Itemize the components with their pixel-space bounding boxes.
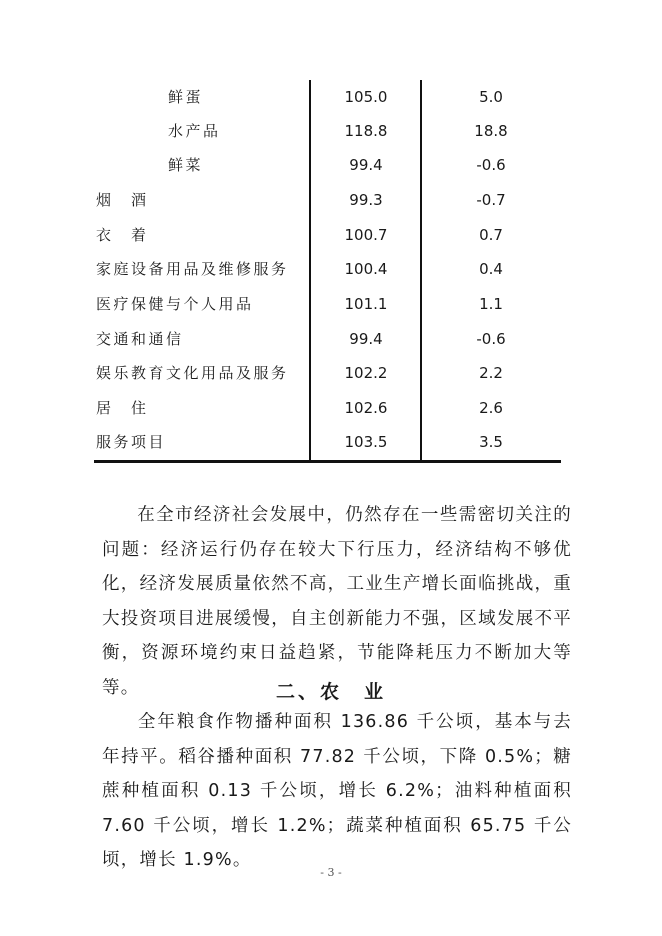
row-change-value: 3.5 xyxy=(479,433,503,451)
row-change-value: 18.8 xyxy=(474,122,508,140)
row-label: 衣 着 xyxy=(96,226,149,244)
row-index-value: 103.5 xyxy=(344,433,388,451)
page-number: - 3 - xyxy=(320,866,342,879)
table-row xyxy=(0,391,662,425)
row-index-value: 100.4 xyxy=(344,260,388,278)
row-index-value: 99.3 xyxy=(349,191,383,209)
row-change-value: 0.7 xyxy=(479,226,503,244)
row-index-value: 100.7 xyxy=(344,226,388,244)
table-row xyxy=(0,425,662,459)
row-index-value: 105.0 xyxy=(344,88,388,106)
table-row xyxy=(0,252,662,286)
row-label: 烟 酒 xyxy=(96,191,149,209)
agriculture-paragraph xyxy=(102,705,572,878)
row-index-value: 102.2 xyxy=(344,364,388,382)
row-change-value: -0.7 xyxy=(476,191,506,209)
row-label: 家庭设备用品及维修服务 xyxy=(96,260,289,278)
row-label: 服务项目 xyxy=(96,433,167,451)
table-row xyxy=(0,183,662,217)
row-change-value: 0.4 xyxy=(479,260,503,278)
agriculture-paragraph-text: 全年粮食作物播种面积 136.86 千公顷，基本与去年持平。稻谷播种面积 77.82 千公顷，下降 0.5%；糖蔗种植面积 0.13 千公顷，增长 6.2%；油料种植面积 7.60 千公顷，增长 1.2%；蔬菜种植面积 65.75 千公顷，增长 1.9%。 xyxy=(102,712,572,870)
row-change-value: 5.0 xyxy=(479,88,503,106)
table-row xyxy=(0,287,662,321)
row-label: 交通和通信 xyxy=(96,330,184,348)
table-row xyxy=(0,80,662,114)
row-label: 医疗保健与个人用品 xyxy=(96,295,254,313)
section-heading: 二、农 业 xyxy=(275,681,386,703)
row-change-value: -0.6 xyxy=(476,330,506,348)
row-index-value: 102.6 xyxy=(344,399,388,417)
issues-paragraph xyxy=(102,498,572,705)
row-change-value: 1.1 xyxy=(479,295,503,313)
row-change-value: 2.2 xyxy=(479,364,503,382)
row-label: 鲜菜 xyxy=(168,156,204,174)
table-row xyxy=(0,218,662,252)
row-change-value: 2.6 xyxy=(479,399,503,417)
row-index-value: 118.8 xyxy=(344,122,388,140)
table-bottom-rule xyxy=(94,460,561,463)
row-index-value: 99.4 xyxy=(349,330,383,348)
row-label: 居 住 xyxy=(96,399,149,417)
row-index-value: 99.4 xyxy=(349,156,383,174)
row-label: 水产品 xyxy=(168,122,221,140)
table-row xyxy=(0,356,662,390)
issues-paragraph-text: 在全市经济社会发展中，仍然存在一些需密切关注的问题：经济运行仍存在较大下行压力，经济结构不够优化，经济发展质量依然不高，工业生产增长面临挑战，重大投资项目进展缓慢，自主创新能力不强，区域发展不平衡，资源环境约束日益趋紧，节能降耗压力不断加大等等。 xyxy=(102,505,572,698)
table-row xyxy=(0,148,662,182)
row-label: 娱乐教育文化用品及服务 xyxy=(96,364,289,382)
row-change-value: -0.6 xyxy=(476,156,506,174)
row-label: 鲜蛋 xyxy=(168,88,204,106)
table-row xyxy=(0,114,662,148)
row-index-value: 101.1 xyxy=(344,295,388,313)
table-row xyxy=(0,322,662,356)
